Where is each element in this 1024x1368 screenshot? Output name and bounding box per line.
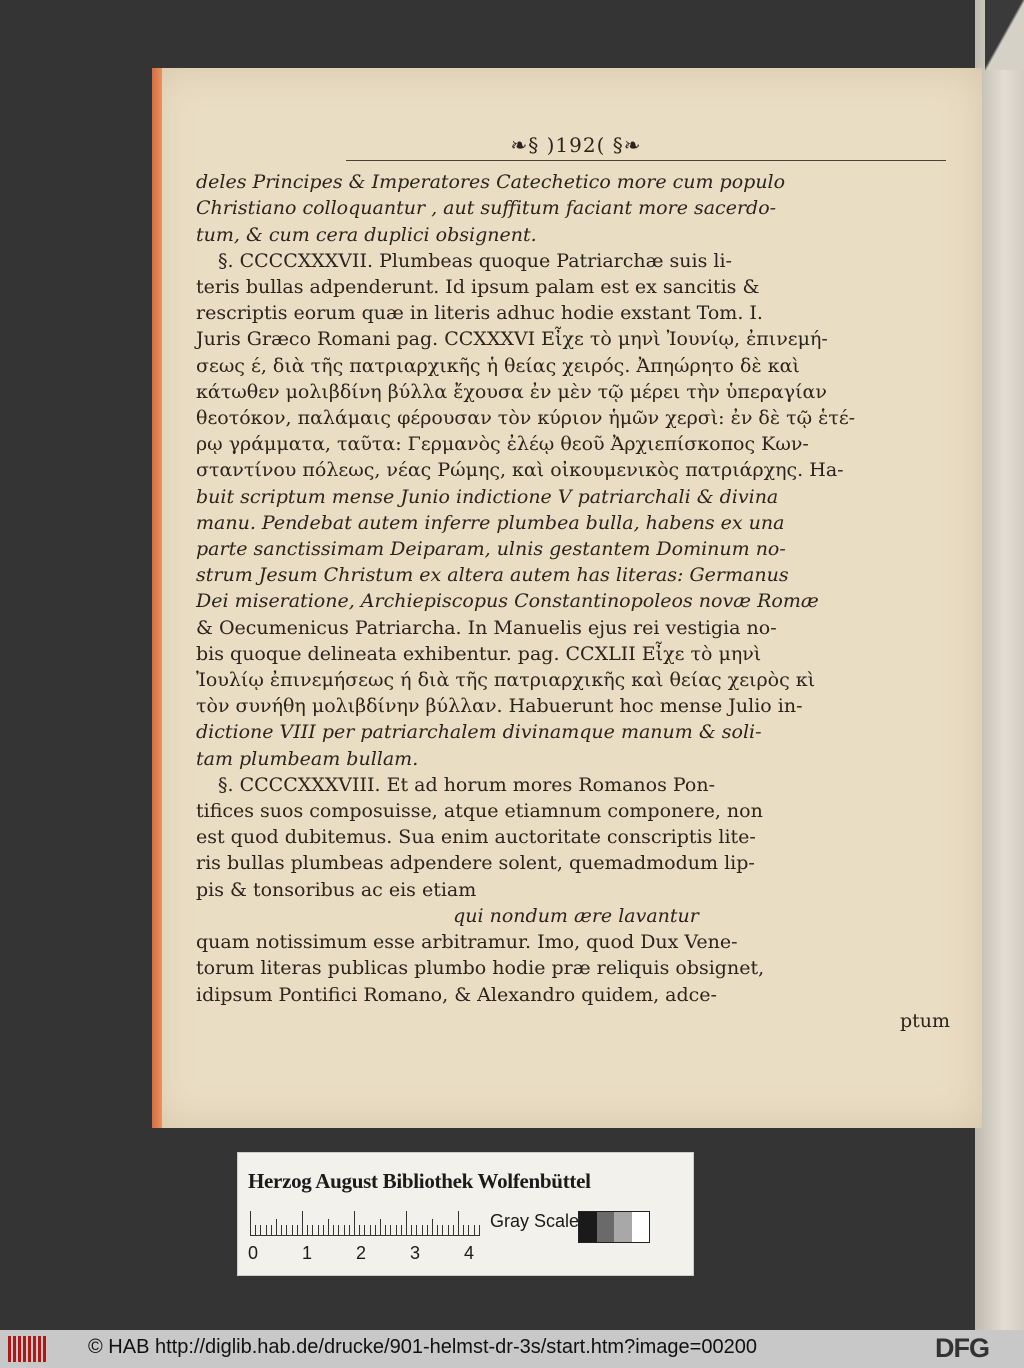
ruler-number: 2 [356, 1243, 367, 1263]
ruler-tick [344, 1225, 345, 1235]
ruler-tick [297, 1225, 298, 1235]
ruler-number: 4 [464, 1243, 475, 1263]
page-edge [152, 68, 162, 1128]
text-line: σταντίνου πόλεως, νέας Ρώμης, καὶ οἰκουμενικὸς πατριάρχης. Ha- [196, 459, 844, 482]
text-line: & Oecumenicus Patriarcha. In Manuelis ejus rei vestigia no- [196, 616, 777, 639]
ruler-tick [432, 1219, 433, 1235]
ruler-tick [422, 1225, 423, 1235]
ruler-tick [354, 1211, 355, 1235]
dfg-logo: DFG [935, 1333, 989, 1363]
ruler-tick [458, 1211, 459, 1235]
ruler [250, 1211, 480, 1236]
text-line: manu. Pendebat autem inferre plumbea bulla, habens ex una [196, 511, 785, 534]
page-header: ❧§ )192( §❧ [510, 133, 642, 157]
gray-swatch [632, 1212, 650, 1242]
ruler-tick [271, 1225, 272, 1235]
text-line: deles Principes & Imperatores Catechetico more cum populo [196, 171, 786, 194]
text-line: torum literas publicas plumbo hodie præ reliquis obsignet, [196, 957, 765, 980]
ruler-tick [281, 1225, 282, 1235]
ruler-tick [359, 1225, 360, 1235]
gray-swatch [614, 1212, 632, 1242]
ruler-tick [333, 1225, 334, 1235]
footer-bar [0, 1330, 1024, 1368]
hab-logo-icon [8, 1336, 46, 1362]
text-line: dictione VIII per patriarchalem divinamque manum & soli- [196, 721, 762, 744]
text-line: Dei miseratione, Archiepiscopus Constantinopoleos novæ Romæ [196, 590, 819, 613]
text-line: est quod dubitemus. Sua enim auctoritate conscriptis lite- [196, 826, 756, 849]
color-calibration-card [237, 1152, 694, 1276]
text-line: tam plumbeam bullam. [196, 747, 419, 770]
ruler-tick [427, 1225, 428, 1235]
text-line: κάτωθεν μολιβδίνη βύλλα ἔχουσα ἐν μὲν τῷ μέρει τὴν ὑπεραγίαν [196, 380, 827, 403]
ruler-tick [453, 1225, 454, 1235]
ruler-tick [468, 1225, 469, 1235]
text-line: §. CCCCXXXVIII. Et ad horum mores Romanos Pon- [218, 773, 715, 796]
text-line: tifices suos composuisse, atque etiamnum componere, non [196, 800, 763, 823]
ruler-tick [250, 1211, 251, 1235]
ruler-tick [448, 1225, 449, 1235]
text-line: ρῳ γράμματα, ταῦτα: Γερμανὸς ἐλέῳ θεοῦ Ἀρχιεπίσκοπος Κων- [196, 433, 809, 456]
text-line: bis quoque delineata exhibentur. pag. CCXLII Εἶχε τὸ μηνὶ [196, 642, 762, 665]
text-line: Christiano colloquantur , aut suffitum faciant more sacerdo- [196, 197, 777, 220]
text-body [196, 169, 956, 1034]
ruler-tick [255, 1225, 256, 1235]
text-line: §. CCCCXXXVII. Plumbeas quoque Patriarchæ suis li- [218, 249, 732, 272]
ruler-tick [380, 1219, 381, 1235]
ruler-tick [437, 1225, 438, 1235]
text-line: σεως έ, διὰ τῆς πατριαρχικῆς ἡ θείας χειρός. Ἀπηώρητο δὲ καὶ [196, 354, 800, 377]
ruler-number: 1 [302, 1243, 313, 1263]
ruler-tick [406, 1211, 407, 1235]
text-line: buit scriptum mense Junio indictione V patriarchali & divina [196, 485, 779, 508]
ruler-tick [390, 1225, 391, 1235]
ruler-tick [375, 1225, 376, 1235]
text-line: quam notissimum esse arbitramur. Imo, quod Dux Vene- [196, 931, 738, 954]
text-line: parte sanctissimam Deiparam, ulnis gestantem Dominum no- [196, 538, 786, 561]
library-name: Herzog August Bibliothek Wolfenbüttel [248, 1169, 591, 1193]
ruler-tick [463, 1225, 464, 1235]
adjacent-page-corner [985, 0, 1024, 70]
text-line: pis & tonsoribus ac eis etiam [196, 878, 477, 901]
text-line: Juris Græco Romani pag. CCXXXVI Εἶχε τὸ μηνὶ Ἰουνίῳ, ἐπινεμή- [196, 328, 828, 351]
text-line: θεοτόκον, παλάμαις φέρουσαν τὸν κύριον ἡμῶν χερσὶ: ἐν δὲ τῷ ἑτέ- [196, 407, 856, 430]
ruler-tick [276, 1219, 277, 1235]
ruler-tick [474, 1225, 475, 1235]
ruler-tick [260, 1225, 261, 1235]
text-line: τὸν συνήθη μολιβδίνην βύλλαν. Habuerunt hoc mense Julio in- [196, 695, 803, 718]
ruler-tick [364, 1225, 365, 1235]
ruler-tick [286, 1225, 287, 1235]
header-rule [346, 160, 946, 161]
gray-scale-label: Gray Scale [490, 1211, 580, 1231]
text-line: ptum [899, 1009, 950, 1032]
text-line: idipsum Pontifici Romano, & Alexandro quidem, adce- [196, 983, 717, 1006]
ruler-tick [416, 1225, 417, 1235]
ruler-tick [411, 1225, 412, 1235]
text-line: tum, & cum cera duplici obsignent. [196, 223, 537, 246]
ruler-tick [396, 1225, 397, 1235]
ruler-tick [442, 1225, 443, 1235]
text-line: qui nondum ære lavantur [453, 904, 699, 927]
ruler-tick [312, 1225, 313, 1235]
text-line: ris bullas plumbeas adpendere solent, quemadmodum lip- [196, 852, 755, 875]
ruler-tick [318, 1225, 319, 1235]
ruler-tick [323, 1225, 324, 1235]
copyright-url[interactable]: © HAB http://diglib.hab.de/drucke/901-helmst-dr-3s/start.htm?image=00200 [88, 1336, 757, 1358]
ruler-tick [292, 1225, 293, 1235]
gray-swatch [597, 1212, 615, 1242]
gray-scale-strip [578, 1211, 650, 1243]
ruler-tick [328, 1219, 329, 1235]
gray-swatch [579, 1212, 597, 1242]
ruler-tick [349, 1225, 350, 1235]
ruler-tick [370, 1225, 371, 1235]
adjacent-page [975, 0, 1024, 1330]
ruler-tick [338, 1225, 339, 1235]
text-line: rescriptis eorum quæ in literis adhuc hodie exstant Tom. I. [196, 302, 763, 325]
ruler-tick [266, 1225, 267, 1235]
ruler-tick [302, 1211, 303, 1235]
text-line: strum Jesum Christum ex altera autem has literas: Germanus [196, 564, 789, 587]
ruler-number: 0 [248, 1243, 259, 1263]
ruler-tick [479, 1225, 480, 1235]
ruler-tick [401, 1225, 402, 1235]
ruler-tick [385, 1225, 386, 1235]
ruler-tick [307, 1225, 308, 1235]
text-line: Ἰουλίῳ ἐπινεμήσεως ή διὰ τῆς πατριαρχικῆς καὶ θείας χειρὸς κὶ [196, 669, 816, 692]
text-line: teris bullas adpenderunt. Id ipsum palam est ex sancitis & [196, 276, 760, 299]
page-text [196, 132, 956, 1034]
ruler-number: 3 [410, 1243, 421, 1263]
